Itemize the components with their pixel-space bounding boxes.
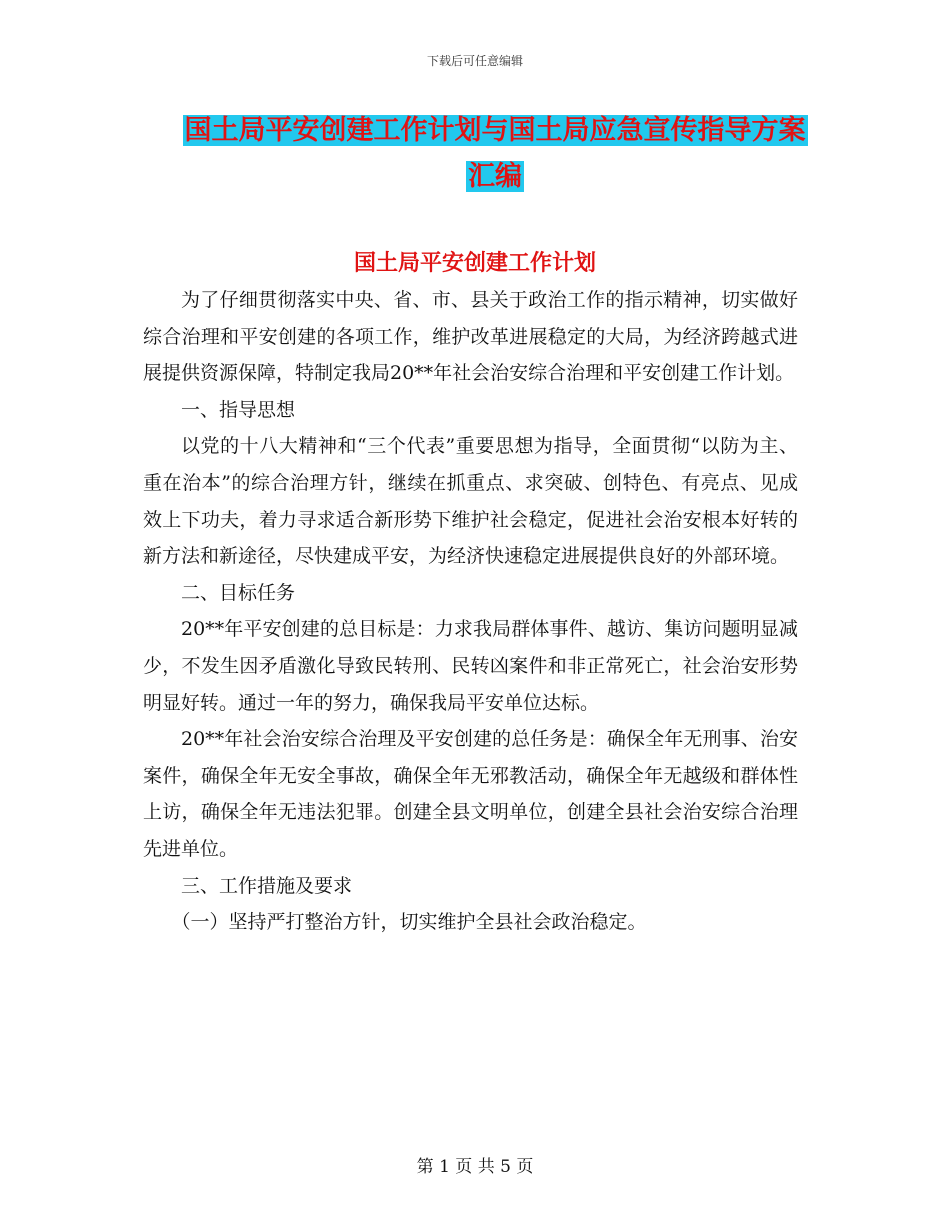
paragraph-overall-goal: 20**年平安创建的总目标是：力求我局群体事件、越访、集访问题明显减少，不发生因矛盾激化导致民转刑、民转凶案件和非正常死亡，社会治安形势明显好转。通过一年的努力，确保我局平安单位达标。 bbox=[143, 618, 798, 714]
heading-targets: 二、目标任务 bbox=[181, 581, 296, 604]
document-title bbox=[140, 108, 850, 200]
paragraph-measure-1: （一）坚持严打整治方针，切实维护全县社会政治稳定。 bbox=[171, 911, 647, 934]
document-body bbox=[143, 282, 798, 941]
section-title: 国土局平安创建工作计划 bbox=[353, 251, 596, 276]
heading-measures: 三、工作措施及要求 bbox=[181, 874, 353, 897]
paragraph-guiding-ideology: 以党的十八大精神和“三个代表”重要思想为指导，全面贯彻“以防为主、重在治本”的综合治理方针，继续在抓重点、求突破、创特色、有亮点、见成效上下功夫，着力寻求适合新形势下维护社会稳定，促进社会治安根本好转的新方法和新途径，尽快建成平安，为经济快速稳定进展提供良好的外部环境。 bbox=[143, 435, 798, 568]
paragraph-overall-tasks: 20**年社会治安综合治理及平安创建的总任务是：确保全年无刑事、治安案件，确保全年无安全事故，确保全年无邪教活动，确保全年无越级和群体性上访，确保全年无违法犯罪。创建全县文明单位，创建全县社会治安综合治理先进单位。 bbox=[143, 728, 798, 860]
heading-guiding-ideology: 一、指导思想 bbox=[181, 398, 296, 421]
title-line-2: 汇编 bbox=[468, 161, 522, 192]
header-note: 下载后可任意编辑 bbox=[426, 54, 523, 68]
title-line-1: 国土局平安创建工作计划与国土局应急宣传指导方案 bbox=[184, 115, 806, 146]
paragraph-intro: 为了仔细贯彻落实中央、省、市、县关于政治工作的指示精神，切实做好综合治理和平安创建的各项工作，维护改革进展稳定的大局，为经济跨越式进展提供资源保障，特制定我局20**年社会治安综合治理和平安创建工作计划。 bbox=[143, 289, 798, 385]
page-footer: 第 1 页 共 5 页 bbox=[416, 1157, 534, 1177]
